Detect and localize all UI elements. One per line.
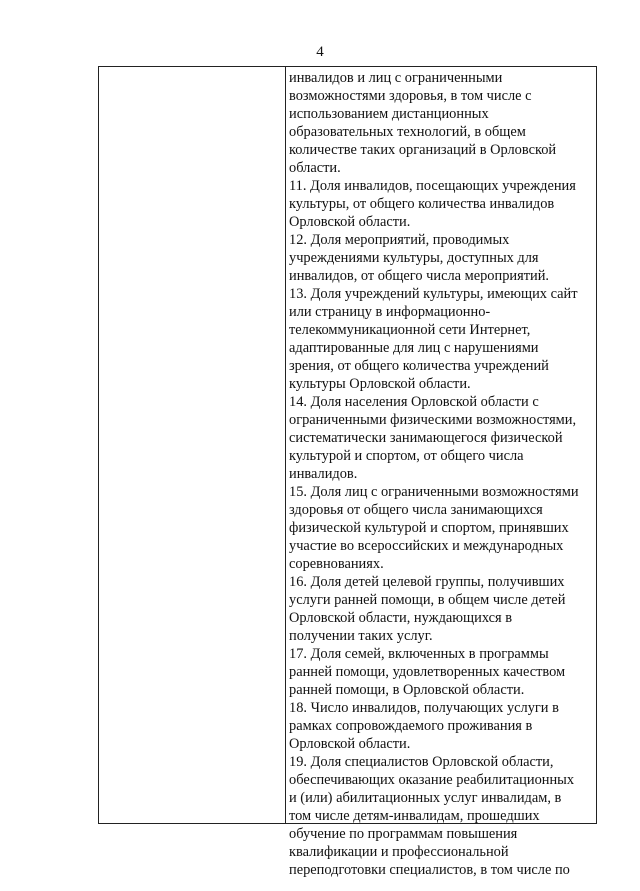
text-line: и (или) абилитационных услуг инвалидам, в xyxy=(289,790,562,806)
text-line: использованием дистанционных xyxy=(289,106,489,122)
text-line: Орловской области, нуждающихся в xyxy=(289,610,512,626)
text-line: количестве таких организаций в Орловской xyxy=(289,142,557,158)
text-line: ограниченными физическими возможностями, xyxy=(289,412,577,428)
text-line: рамках сопровождаемого проживания в xyxy=(289,718,533,734)
text-line: культуры, от общего количества инвалидов xyxy=(289,196,555,212)
text-line: инвалидов, от общего числа мероприятий. xyxy=(289,268,550,284)
text-line: обучение по программам повышения xyxy=(289,826,518,842)
text-line: области. xyxy=(289,160,341,176)
text-line: Орловской области. xyxy=(289,736,411,752)
text-line: 13. Доля учреждений культуры, имеющих сайт xyxy=(289,286,578,302)
text-line: услуги ранней помощи, в общем числе детей xyxy=(289,592,566,608)
text-line: 12. Доля мероприятий, проводимых xyxy=(289,232,510,248)
text-line: переподготовки специалистов, в том числе по xyxy=(289,862,570,878)
text-line: участие во всероссийских и международных xyxy=(289,538,564,554)
text-line: Орловской области. xyxy=(289,214,411,230)
indicator-table xyxy=(98,66,597,878)
text-line: 14. Доля населения Орловской области с xyxy=(289,394,539,410)
text-line: зрения, от общего количества учреждений xyxy=(289,358,549,374)
text-line: физической культурой и спортом, принявших xyxy=(289,520,569,536)
page-number: 4 xyxy=(316,44,324,60)
text-line: получении таких услуг. xyxy=(289,628,433,644)
text-line: 16. Доля детей целевой группы, получивших xyxy=(289,574,565,590)
text-line: или страницу в информационно- xyxy=(289,304,491,320)
text-line: 17. Доля семей, включенных в программы xyxy=(289,646,549,662)
text-line: квалификации и профессиональной xyxy=(289,844,509,860)
text-line: 11. Доля инвалидов, посещающих учреждения xyxy=(289,178,576,194)
indicator-list xyxy=(289,69,594,879)
text-line: инвалидов. xyxy=(289,466,358,482)
text-line: том числе детям-инвалидам, прошедших xyxy=(289,808,540,824)
column-divider xyxy=(285,67,286,823)
text-line: возможностями здоровья, в том числе с xyxy=(289,88,532,104)
text-line: культуры Орловской области. xyxy=(289,376,471,392)
text-line: образовательных технологий, в общем xyxy=(289,124,526,140)
text-line: 18. Число инвалидов, получающих услуги в xyxy=(289,700,559,716)
text-line: культурой и спортом, от общего числа xyxy=(289,448,524,464)
text-line: ранней помощи, удовлетворенных качеством xyxy=(289,664,566,680)
text-line: 19. Доля специалистов Орловской области, xyxy=(289,754,554,770)
text-line: 15. Доля лиц с ограниченными возможностями xyxy=(289,484,579,500)
text-line: телекоммуникационной сети Интернет, xyxy=(289,322,531,338)
text-line: ранней помощи, в Орловской области. xyxy=(289,682,525,698)
text-line: инвалидов и лиц с ограниченными xyxy=(289,70,503,86)
text-line: обеспечивающих оказание реабилитационных xyxy=(289,772,575,788)
text-line: систематически занимающегося физической xyxy=(289,430,563,446)
text-line: учреждениями культуры, доступных для xyxy=(289,250,539,266)
text-line: соревнованиях. xyxy=(289,556,384,572)
text-line: здоровья от общего числа занимающихся xyxy=(289,502,543,518)
text-line: адаптированные для лиц с нарушениями xyxy=(289,340,539,356)
